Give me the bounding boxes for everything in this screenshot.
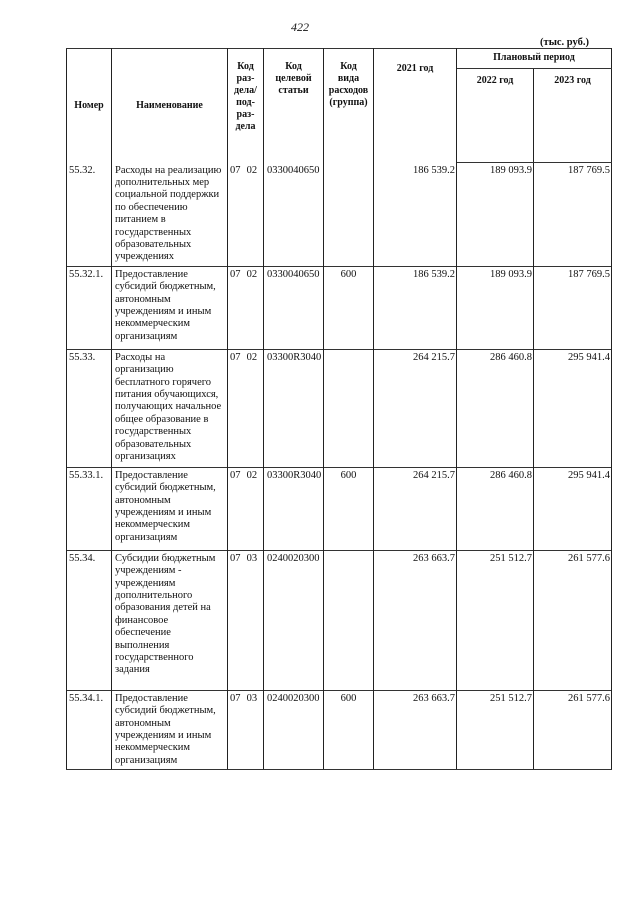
row-amount-2021: 264 215.7 (374, 467, 457, 550)
row-amount-2023: 187 769.5 (534, 163, 612, 267)
header-2022: 2022 год (457, 69, 534, 163)
row-expense-type (324, 163, 374, 267)
row-name: Субсидии бюджетным учреждениям - учреждениям дополнительного образования детей на финансовое обеспечение выполнения государственного задания (112, 550, 228, 690)
row-target-code: 0240020300 (264, 550, 324, 690)
row-section-code: 07 02 (228, 349, 264, 467)
row-section-code: 07 02 (228, 467, 264, 550)
table-row (67, 266, 612, 349)
row-section-code: 07 03 (228, 690, 264, 769)
row-expense-type (324, 349, 374, 467)
row-number: 55.34. (67, 550, 112, 690)
row-amount-2022: 251 512.7 (457, 550, 534, 690)
row-amount-2021: 186 539.2 (374, 163, 457, 267)
row-section-code: 07 03 (228, 550, 264, 690)
header-number: Номер (67, 49, 112, 163)
table-row (67, 467, 612, 550)
table-row (67, 550, 612, 690)
row-amount-2023: 295 941.4 (534, 467, 612, 550)
header-2021: 2021 год (374, 49, 457, 163)
row-name: Предоставление субсидий бюджетным, автономным учреждениям и иным некоммерческим организациям (112, 467, 228, 550)
row-amount-2022: 286 460.8 (457, 349, 534, 467)
header-planned-period: Плановый период (457, 49, 612, 69)
row-amount-2022: 189 093.9 (457, 163, 534, 267)
row-name: Предоставление субсидий бюджетным, автономным учреждениям и иным некоммерческим организациям (112, 266, 228, 349)
table-row (67, 163, 612, 267)
header-expense-type: Код вида расходов (группа) (324, 49, 374, 163)
row-amount-2021: 263 663.7 (374, 550, 457, 690)
page-number: 422 (291, 20, 309, 34)
row-number: 55.32.1. (67, 266, 112, 349)
row-section-code: 07 02 (228, 163, 264, 267)
row-amount-2022: 286 460.8 (457, 467, 534, 550)
row-name: Предоставление субсидий бюджетным, автономным учреждениям и иным некоммерческим организациям (112, 690, 228, 769)
row-amount-2022: 189 093.9 (457, 266, 534, 349)
row-amount-2023: 261 577.6 (534, 690, 612, 769)
row-name: Расходы на реализацию дополнительных мер социальной поддержки по обеспечению питанием в государственных образовательных учреждениях (112, 163, 228, 267)
row-expense-type: 600 (324, 266, 374, 349)
row-number: 55.33.1. (67, 467, 112, 550)
row-target-code: 03300R3040 (264, 467, 324, 550)
header-section-code: Код раз- дела/ под- раз- дела (228, 49, 264, 163)
row-number: 55.33. (67, 349, 112, 467)
row-target-code: 0330040650 (264, 163, 324, 267)
header-name: Наименование (112, 49, 228, 163)
table-row (67, 349, 612, 467)
row-amount-2021: 186 539.2 (374, 266, 457, 349)
budget-table (66, 48, 612, 770)
row-amount-2021: 263 663.7 (374, 690, 457, 769)
header-target-code: Код целевой статьи (264, 49, 324, 163)
header-2023: 2023 год (534, 69, 612, 163)
row-target-code: 0330040650 (264, 266, 324, 349)
row-expense-type: 600 (324, 690, 374, 769)
row-expense-type (324, 550, 374, 690)
row-number: 55.34.1. (67, 690, 112, 769)
row-name: Расходы на организацию бесплатного горячего питания обучающихся, получающих начальное общее образование в государственных образовательных организациях (112, 349, 228, 467)
row-amount-2023: 187 769.5 (534, 266, 612, 349)
row-amount-2021: 264 215.7 (374, 349, 457, 467)
row-expense-type: 600 (324, 467, 374, 550)
row-target-code: 0240020300 (264, 690, 324, 769)
row-target-code: 03300R3040 (264, 349, 324, 467)
row-amount-2023: 261 577.6 (534, 550, 612, 690)
table-row (67, 690, 612, 769)
row-amount-2023: 295 941.4 (534, 349, 612, 467)
row-section-code: 07 02 (228, 266, 264, 349)
units-label: (тыс. руб.) (540, 37, 589, 48)
row-amount-2022: 251 512.7 (457, 690, 534, 769)
row-number: 55.32. (67, 163, 112, 267)
